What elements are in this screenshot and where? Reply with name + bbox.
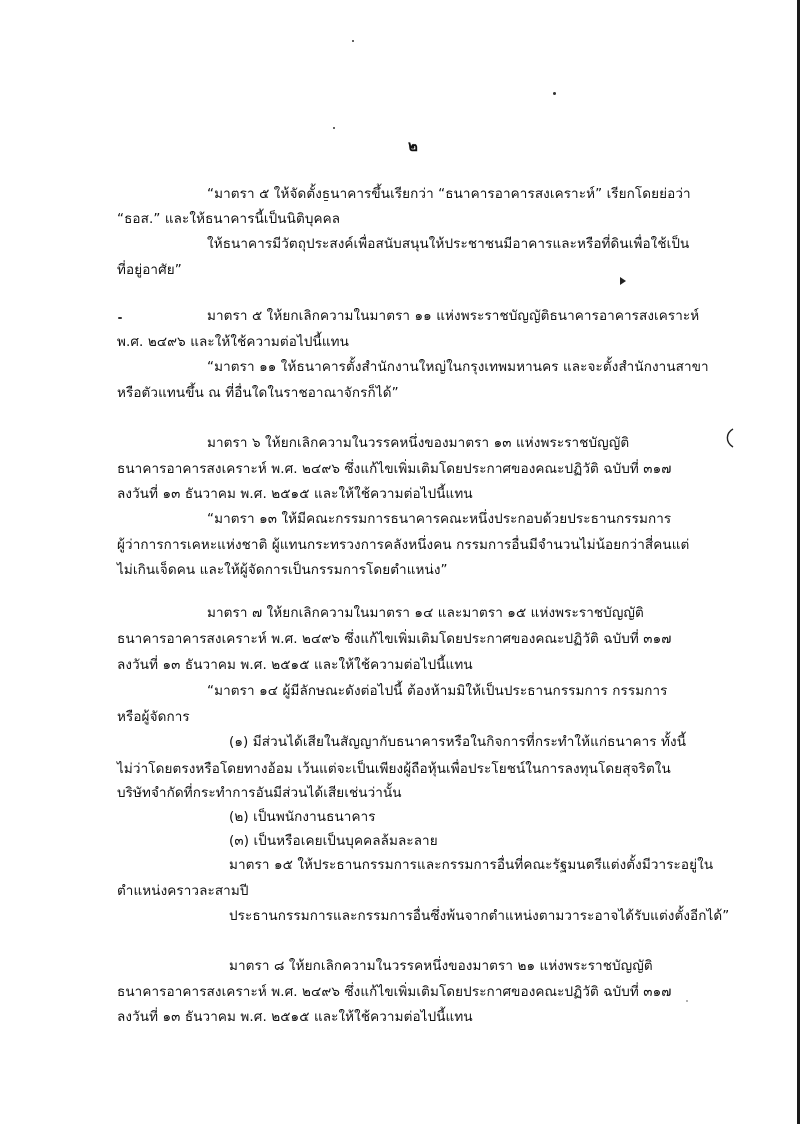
text-line: “มาตรา ๑๔ ผู้มีลักษณะดังต่อไปนี้ ต้องห้ามมิให้เป็นประธานกรรมการ กรรมการ xyxy=(207,683,668,699)
text-line: “ธอส.” และให้ธนาคารนี้เป็นนิติบุคคล xyxy=(117,211,341,227)
text-line: (๑) มีส่วนได้เสียในสัญญากับธนาคารหรือในกิจการที่กระทำให้แก่ธนาคาร ทั้งนี้ xyxy=(229,734,687,750)
scan-mark-arrow xyxy=(620,277,626,285)
text-line: หรือผู้จัดการ xyxy=(117,709,190,725)
scan-speck xyxy=(352,40,354,42)
text-line: มาตรา ๖ ให้ยกเลิกความในวรรคหนึ่งของมาตรา ๑๓ แห่งพระราชบัญญัติ xyxy=(207,435,630,451)
text-line: ธนาคารอาคารสงเคราะห์ พ.ศ. ๒๔๙๖ ซึ่งแก้ไขเพิ่มเติมโดยประกาศของคณะปฏิวัติ ฉบับที่ ๓๑๗ xyxy=(117,631,672,647)
text-line: มาตรา ๘ ให้ยกเลิกความในวรรคหนึ่งของมาตรา ๒๑ แห่งพระราชบัญญัติ xyxy=(229,958,653,974)
text-line: (๒) เป็นพนักงานธนาคาร xyxy=(229,809,376,825)
text-line: ลงวันที่ ๑๓ ธันวาคม พ.ศ. ๒๕๑๕ และให้ใช้ความต่อไปนี้แทน xyxy=(117,486,473,502)
text-line: ให้ธนาคารมีวัตถุประสงค์เพื่อสนับสนุนให้ประชาชนมีอาคารและหรือที่ดินเพื่อใช้เป็น xyxy=(207,236,690,252)
text-line: ธนาคารอาคารสงเคราะห์ พ.ศ. ๒๔๙๖ ซึ่งแก้ไขเพิ่มเติมโดยประกาศของคณะปฏิวัติ ฉบับที่ ๓๑๗ xyxy=(117,984,672,1000)
text-line: ตำแหน่งคราวละสามปี xyxy=(117,883,249,899)
text-line: ผู้ว่าการการเคหะแห่งชาติ ผู้แทนกระทรวงการคลังหนึ่งคน กรรมการอื่นมีจำนวนไม่น้อยกว่าสี่คนแต่ xyxy=(117,537,690,553)
text-line: ธนาคารอาคารสงเคราะห์ พ.ศ. ๒๔๙๖ ซึ่งแก้ไขเพิ่มเติมโดยประกาศของคณะปฏิวัติ ฉบับที่ ๓๑๗ xyxy=(117,461,672,477)
text-line: มาตรา ๑๕ ให้ประธานกรรมการและกรรมการอื่นที่คณะรัฐมนตรีแต่งตั้งมีวาระอยู่ใน xyxy=(229,857,714,873)
scan-mark-bracket xyxy=(722,428,736,448)
scan-speck xyxy=(553,92,556,95)
page-number: ๒ xyxy=(408,137,418,155)
text-line: “มาตรา ๑๑ ให้ธนาคารตั้งสำนักงานใหญ่ในกรุงเทพมหานคร และจะตั้งสำนักงานสาขา xyxy=(207,359,709,375)
text-line: “มาตรา ๑๓ ให้มีคณะกรรมการธนาคารคณะหนึ่งประกอบด้วยประธานกรรมการ xyxy=(207,511,672,527)
scan-speck xyxy=(686,1000,688,1002)
scan-speck xyxy=(118,317,122,319)
text-line: ประธานกรรมการและกรรมการอื่นซึ่งพ้นจากตำแหน่งตามวาระอาจได้รับแต่งตั้งอีกได้” xyxy=(229,908,730,924)
text-line: ลงวันที่ ๑๓ ธันวาคม พ.ศ. ๒๕๑๕ และให้ใช้ความต่อไปนี้แทน xyxy=(117,1009,473,1025)
scan-speck xyxy=(333,127,335,129)
text-line: ไม่ว่าโดยตรงหรือโดยทางอ้อม เว้นแต่จะเป็นเพียงผู้ถือหุ้นเพื่อประโยชน์ในการลงทุนโดยสุจริตใน xyxy=(117,761,671,777)
text-line: (๓) เป็นหรือเคยเป็นบุคคลล้มละลาย xyxy=(229,833,438,849)
text-line: ไม่เกินเจ็ดคน และให้ผู้จัดการเป็นกรรมการโดยตำแหน่ง” xyxy=(117,562,448,578)
text-line: หรือตัวแทนขึ้น ณ ที่อื่นใดในราชอาณาจักรก็ได้” xyxy=(117,385,399,401)
text-line: พ.ศ. ๒๔๙๖ และให้ใช้ความต่อไปนี้แทน xyxy=(117,334,349,350)
text-line: ที่อยู่อาศัย” xyxy=(117,262,182,278)
text-line: บริษัทจำกัดที่กระทำการอันมีส่วนได้เสียเช่นว่านั้น xyxy=(117,785,402,801)
text-line: มาตรา ๗ ให้ยกเลิกความในมาตรา ๑๔ และมาตรา ๑๕ แห่งพระราชบัญญัติ xyxy=(207,605,644,621)
text-line: “มาตรา ๕ ให้จัดตั้งธนาคารขึ้นเรียกว่า “ธนาคารอาคารสงเคราะห์” เรียกโดยย่อว่า xyxy=(207,186,691,202)
text-line: ลงวันที่ ๑๓ ธันวาคม พ.ศ. ๒๕๑๕ และให้ใช้ความต่อไปนี้แทน xyxy=(117,657,473,673)
text-line: มาตรา ๕ ให้ยกเลิกความในมาตรา ๑๑ แห่งพระราชบัญญัติธนาคารอาคารสงเคราะห์ xyxy=(207,308,700,324)
